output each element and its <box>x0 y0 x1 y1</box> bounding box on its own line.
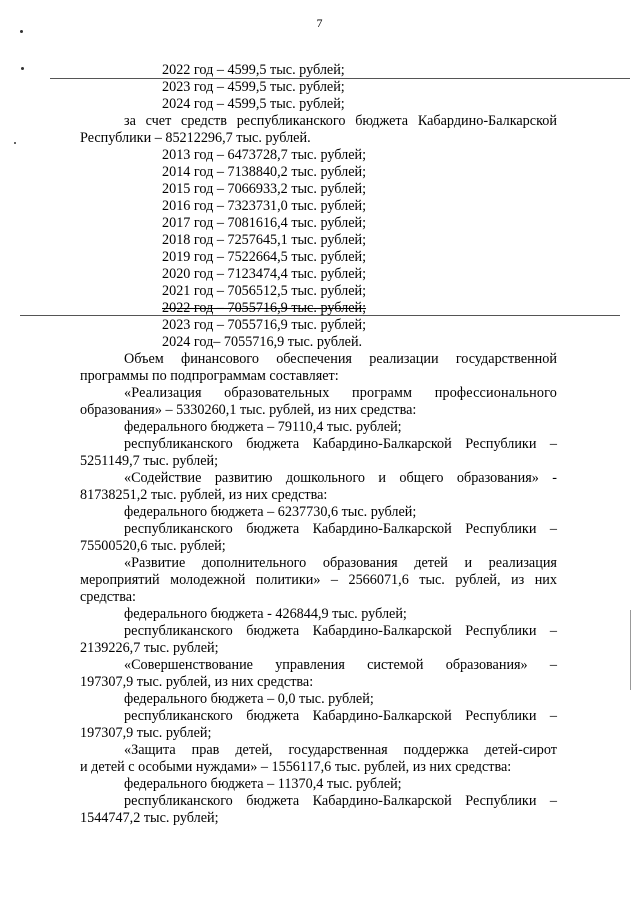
republic-intro-line <box>124 113 557 130</box>
republic-budget-line <box>124 623 557 640</box>
subprogram-title-cont <box>80 572 557 589</box>
republic-year-line: 2018 год – 7257645,1 тыс. рублей; <box>162 232 367 248</box>
word: «Развитие <box>124 555 186 571</box>
word: образования <box>322 555 398 571</box>
word: прав <box>191 742 220 758</box>
word: – <box>549 436 557 452</box>
word: политики» <box>255 572 321 588</box>
word: за <box>124 113 136 129</box>
word: молодежной <box>170 572 246 588</box>
scan-edge-mark <box>630 610 631 690</box>
republic-budget-line <box>124 521 557 538</box>
word: государственная <box>288 742 388 758</box>
word: – <box>330 572 338 588</box>
word: государственной <box>455 351 557 367</box>
word: дополнительного <box>201 555 307 571</box>
federal-budget-line: федерального бюджета – 11370,4 тыс. рублей; <box>124 776 402 792</box>
word: общего <box>399 470 444 486</box>
word: дошкольного <box>285 470 366 486</box>
word: Республики <box>465 793 537 809</box>
word: Объем <box>124 351 164 367</box>
word: средств <box>181 113 227 129</box>
federal-year-line: 2023 год – 4599,5 тыс. рублей; <box>162 79 345 95</box>
federal-year-line: 2024 год – 4599,5 тыс. рублей; <box>162 96 345 112</box>
volume-heading-text <box>124 351 557 368</box>
word: республиканского <box>124 708 233 724</box>
subprogram-title <box>124 657 557 674</box>
word: Республики <box>465 436 537 452</box>
federal-budget-line: федерального бюджета – 6237730,6 тыс. рублей; <box>124 504 417 520</box>
word: Кабардино-Балкарской <box>417 113 557 129</box>
word: рублей, <box>455 572 501 588</box>
word: Кабардино-Балкарской <box>312 436 452 452</box>
republic-budget-amount: 5251149,7 тыс. рублей; <box>80 453 219 469</box>
word: реализация <box>488 555 557 571</box>
word: профессионального <box>434 385 557 401</box>
subprogram-title <box>124 385 557 402</box>
subprogram-title <box>124 742 557 759</box>
republic-intro-line: Республики – 85212296,7 тыс. рублей. <box>80 130 311 146</box>
word: Республики <box>465 708 537 724</box>
word: управления <box>275 657 345 673</box>
word: Кабардино-Балкарской <box>312 521 452 537</box>
subprogram-title-cont: средства: <box>80 589 136 605</box>
word: бюджета <box>246 521 300 537</box>
word: детей <box>414 555 448 571</box>
word: счет <box>145 113 172 129</box>
word: бюджета <box>246 708 300 724</box>
republic-year-line: 2015 год – 7066933,2 тыс. рублей; <box>162 181 367 197</box>
word: Кабардино-Балкарской <box>312 793 452 809</box>
word: «Совершенствование <box>124 657 253 673</box>
subprogram-total: 197307,9 тыс. рублей, из них средства: <box>80 674 314 690</box>
page-number: 7 <box>316 16 323 30</box>
word: Республики <box>465 521 537 537</box>
word: бюджета <box>246 793 300 809</box>
word: республиканского <box>124 436 233 452</box>
word: республиканского <box>124 623 233 639</box>
word: образования» <box>456 470 539 486</box>
republic-budget-amount: 2139226,7 тыс. рублей; <box>80 640 219 656</box>
republic-year-line: 2017 год – 7081616,4 тыс. рублей; <box>162 215 367 231</box>
subprogram-title <box>124 555 557 572</box>
volume-heading-line <box>124 351 557 368</box>
republic-budget-line <box>124 436 557 453</box>
subprogram-total: образования» – 5330260,1 тыс. рублей, из них средства: <box>80 402 417 418</box>
republic-year-line: 2013 год – 6473728,7 тыс. рублей; <box>162 147 367 163</box>
federal-year-line: 2022 год – 4599,5 тыс. рублей; <box>162 62 345 78</box>
republic-year-line: 2021 год – 7056512,5 тыс. рублей; <box>162 283 367 299</box>
republic-budget-line <box>124 793 557 810</box>
word: реализации <box>369 351 439 367</box>
word: республиканского <box>124 521 233 537</box>
word: мероприятий <box>80 572 160 588</box>
word: республиканского <box>124 793 233 809</box>
word: республиканского <box>236 113 346 129</box>
republic-year-line: 2022 год – 7055716,9 тыс. рублей; <box>162 300 367 316</box>
republic-budget-line <box>124 708 557 725</box>
word: бюджета <box>246 623 300 639</box>
republic-budget-amount: 197307,9 тыс. рублей; <box>80 725 212 741</box>
word: из <box>511 572 525 588</box>
word: – <box>549 793 557 809</box>
republic-year-line: 2023 год – 7055716,9 тыс. рублей; <box>162 317 367 333</box>
volume-heading-line: программы по подпрограммам составляет: <box>80 368 339 384</box>
republic-year-line: 2016 год – 7323731,0 тыс. рублей; <box>162 198 367 214</box>
scan-speck <box>14 142 16 144</box>
word: программ <box>352 385 413 401</box>
republic-year-line: 2019 год – 7522664,5 тыс. рублей; <box>162 249 367 265</box>
word: – <box>549 708 557 724</box>
word: финансового <box>181 351 259 367</box>
word: «Содействие <box>124 470 202 486</box>
word: детей, <box>235 742 273 758</box>
republic-year-line: 2020 год – 7123474,4 тыс. рублей; <box>162 266 367 282</box>
word: детей-сирот <box>484 742 557 758</box>
word: и <box>464 555 473 571</box>
word: образовательных <box>224 385 330 401</box>
scan-speck <box>20 30 23 33</box>
word: 2566071,6 <box>348 572 409 588</box>
word: обеспечения <box>276 351 352 367</box>
word: «Защита <box>124 742 176 758</box>
subprogram-total: и детей с особыми нуждами» – 1556117,6 тыс. рублей, из них средства: <box>80 759 512 775</box>
word: и <box>378 470 387 486</box>
republic-year-line: 2024 год– 7055716,9 тыс. рублей. <box>162 334 363 350</box>
word: - <box>552 470 557 486</box>
republic-year-line: 2014 год – 7138840,2 тыс. рублей; <box>162 164 367 180</box>
republic-budget-amount: 75500520,6 тыс. рублей; <box>80 538 226 554</box>
word: системой <box>367 657 424 673</box>
word: – <box>549 623 557 639</box>
subprogram-total: 81738251,2 тыс. рублей, из них средства: <box>80 487 328 503</box>
word: бюджета <box>355 113 409 129</box>
word: бюджета <box>246 436 300 452</box>
federal-budget-line: федерального бюджета – 79110,4 тыс. рублей; <box>124 419 402 435</box>
word: Кабардино-Балкарской <box>312 623 452 639</box>
word: – <box>549 657 557 673</box>
word: «Реализация <box>124 385 202 401</box>
word: них <box>534 572 557 588</box>
federal-budget-line: федерального бюджета - 426844,9 тыс. рублей; <box>124 606 407 622</box>
scan-speck <box>21 67 24 70</box>
word: образования» <box>445 657 528 673</box>
word: тыс. <box>419 572 445 588</box>
word: поддержка <box>403 742 469 758</box>
word: Республики <box>465 623 537 639</box>
word: развитию <box>214 470 273 486</box>
republic-budget-amount: 1544747,2 тыс. рублей; <box>80 810 219 826</box>
word: – <box>549 521 557 537</box>
subprogram-title <box>124 470 557 487</box>
word: Кабардино-Балкарской <box>312 708 452 724</box>
federal-budget-line: федерального бюджета – 0,0 тыс. рублей; <box>124 691 374 707</box>
